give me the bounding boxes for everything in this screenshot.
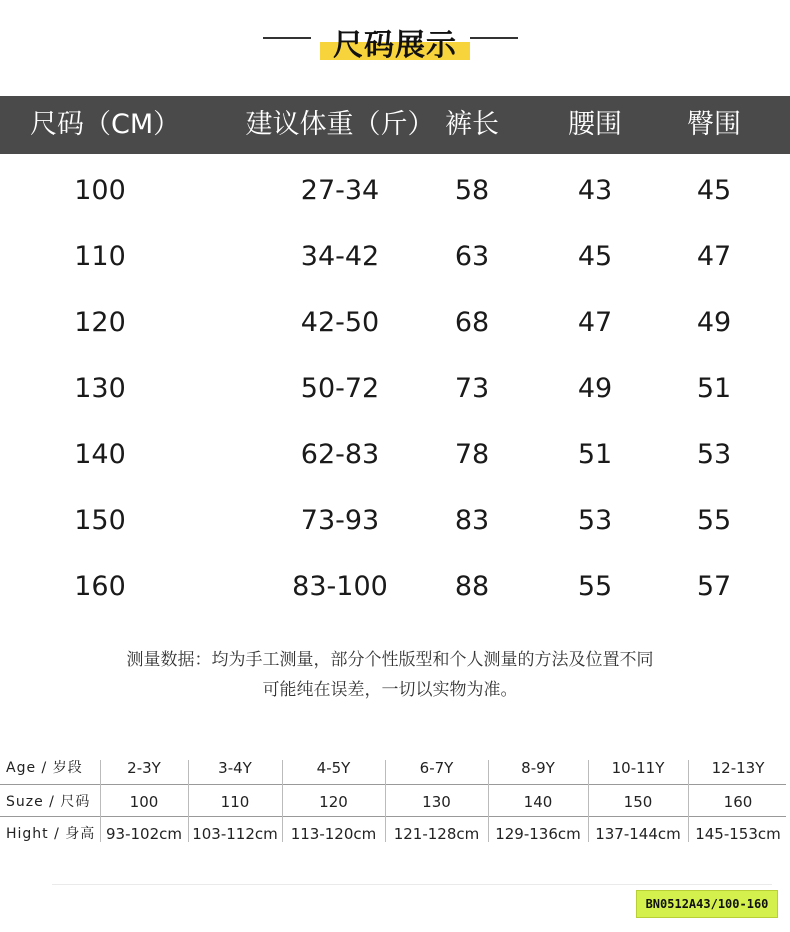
hip-cell: 57 <box>696 571 732 602</box>
age-row <box>0 752 790 784</box>
size-cell: 130 <box>74 373 126 404</box>
title-left-rule <box>263 37 311 39</box>
hip-cell: 51 <box>696 373 732 404</box>
size-cell: 100 <box>129 793 159 811</box>
header-waist: 腰围 <box>568 109 622 140</box>
age-cell: 10-11Y <box>611 759 665 777</box>
hip-cell: 53 <box>696 439 732 470</box>
size-cell: 140 <box>523 793 553 811</box>
table-row <box>0 488 790 554</box>
measurement-note-line2: 可能纯在误差，一切以实物为准。 <box>262 680 518 700</box>
header-hip: 臀围 <box>687 109 741 140</box>
height-cell: 103-112cm <box>192 825 278 843</box>
size-cell: 160 <box>723 793 753 811</box>
size-cell: 140 <box>74 439 126 470</box>
size-chart-title-area <box>0 18 790 66</box>
pants-length-cell: 63 <box>454 241 490 272</box>
height-cell: 137-144cm <box>595 825 681 843</box>
product-code-badge: BN0512A43/100-160 <box>636 890 778 918</box>
table-row <box>0 356 790 422</box>
age-cell: 8-9Y <box>521 759 555 777</box>
hip-cell: 47 <box>696 241 732 272</box>
height-cell: 121-128cm <box>393 825 480 843</box>
weight-cell: 73-93 <box>300 505 380 536</box>
size-cell: 150 <box>74 505 126 536</box>
waist-cell: 55 <box>577 571 613 602</box>
size-table-header <box>0 96 790 154</box>
size-cell: 120 <box>319 793 348 811</box>
table-row <box>0 554 790 620</box>
age-cell: 3-4Y <box>218 759 252 777</box>
height-cell: 93-102cm <box>106 825 182 843</box>
header-size: 尺码（CM） <box>30 109 181 140</box>
page-title: 尺码展示 <box>333 28 457 63</box>
height-label: Hight / 身高 <box>6 826 96 842</box>
pants-length-cell: 88 <box>454 571 490 602</box>
age-cell: 12-13Y <box>711 759 765 777</box>
table-row <box>0 224 790 290</box>
age-label: Age / 岁段 <box>6 760 83 776</box>
waist-cell: 43 <box>577 175 613 206</box>
size-cell: 110 <box>74 241 126 272</box>
pants-length-cell: 58 <box>454 175 490 206</box>
size-cell: 130 <box>422 793 451 811</box>
size-cell: 100 <box>74 175 126 206</box>
size-cell: 120 <box>74 307 126 338</box>
size-cell: 160 <box>74 571 126 602</box>
weight-cell: 62-83 <box>300 439 380 470</box>
pants-length-cell: 83 <box>454 505 490 536</box>
table-row <box>0 422 790 488</box>
weight-cell: 50-72 <box>300 373 380 404</box>
title-right-rule <box>470 37 518 39</box>
header-pants-length: 裤长 <box>445 109 499 140</box>
weight-cell: 42-50 <box>300 307 380 338</box>
hip-cell: 55 <box>696 505 732 536</box>
age-table-divider <box>0 784 786 785</box>
weight-cell: 83-100 <box>292 571 388 602</box>
height-cell: 129-136cm <box>495 825 581 843</box>
age-cell: 2-3Y <box>127 759 161 777</box>
waist-cell: 47 <box>577 307 613 338</box>
weight-cell: 34-42 <box>300 241 380 272</box>
height-cell: 113-120cm <box>290 825 377 843</box>
hip-cell: 45 <box>696 175 732 206</box>
waist-cell: 45 <box>577 241 613 272</box>
pants-length-cell: 68 <box>454 307 490 338</box>
pants-length-cell: 73 <box>454 373 490 404</box>
waist-cell: 53 <box>577 505 613 536</box>
height-row <box>0 818 790 850</box>
weight-cell: 27-34 <box>300 175 380 206</box>
size-label: Suze / 尺码 <box>6 794 91 810</box>
header-weight: 建议体重（斤） <box>245 109 435 140</box>
size-row <box>0 786 790 818</box>
age-cell: 4-5Y <box>316 759 351 777</box>
measurement-note-line1: 测量数据：均为手工测量，部分个性版型和个人测量的方法及位置不同 <box>126 650 654 670</box>
bottom-divider <box>52 884 772 885</box>
table-row <box>0 290 790 356</box>
hip-cell: 49 <box>696 307 732 338</box>
age-cell: 6-7Y <box>419 759 454 777</box>
size-cell: 150 <box>623 793 653 811</box>
height-cell: 145-153cm <box>695 825 781 843</box>
waist-cell: 51 <box>577 439 613 470</box>
pants-length-cell: 78 <box>454 439 490 470</box>
waist-cell: 49 <box>577 373 613 404</box>
size-cell: 110 <box>220 793 250 811</box>
table-row <box>0 158 790 224</box>
